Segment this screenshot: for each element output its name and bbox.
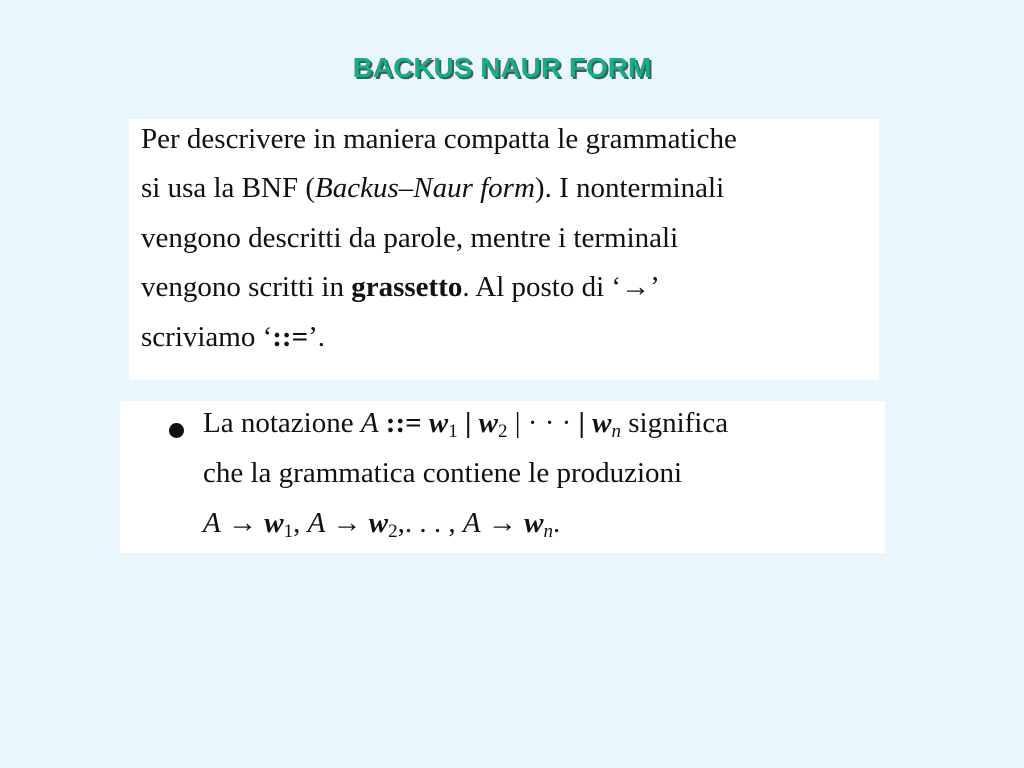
period: .: [552, 507, 561, 539]
text: scriviamo ‘: [141, 321, 273, 353]
definition-line-5: [141, 321, 325, 354]
definition-box: [129, 119, 879, 380]
terminal-w: w: [524, 507, 544, 539]
text: ’.: [308, 321, 326, 353]
bold-term: grassetto: [351, 271, 463, 303]
nonterminal-A: A: [462, 507, 481, 539]
text: vengono scritti in: [141, 271, 352, 303]
bar-symbol: |: [464, 407, 472, 439]
arrow-symbol: →: [487, 507, 517, 539]
comma: ,: [293, 507, 301, 539]
subscript: n: [543, 521, 553, 542]
definition-symbol: ::=: [272, 321, 309, 353]
terminal-w: w: [264, 507, 284, 539]
italic-term: Backus–Naur form: [315, 172, 535, 204]
notation-line-3: [203, 507, 560, 540]
definition-symbol: ::=: [385, 407, 422, 439]
text: ). I nonterminali: [534, 172, 725, 204]
text: che la grammatica contiene le produzioni: [203, 457, 683, 489]
nonterminal-A: A: [360, 407, 379, 439]
bar-symbol: |: [514, 407, 521, 439]
terminal-w: w: [428, 407, 449, 439]
notation-box: [120, 401, 885, 553]
terminal-w: w: [478, 407, 498, 439]
ellipsis: ,. . . ,: [397, 507, 456, 539]
arrow-symbol: →: [332, 507, 362, 539]
text: La notazione: [203, 407, 361, 439]
nonterminal-A: A: [307, 507, 326, 539]
dots: · · ·: [527, 407, 572, 439]
text: si usa la BNF (: [141, 172, 315, 204]
arrow-symbol: →: [227, 507, 257, 539]
subscript: 2: [388, 521, 398, 542]
slide-title: BACKUS NAUR FORM: [352, 52, 652, 83]
arrow-symbol: →: [621, 271, 651, 303]
notation-line-1: [203, 407, 728, 440]
text: . Al posto di ‘: [462, 271, 622, 303]
terminal-w: w: [592, 407, 612, 439]
subscript: 2: [497, 421, 508, 442]
bullet-icon: [169, 423, 184, 438]
terminal-w: w: [368, 507, 389, 539]
text: vengono descritti da parole, mentre i terminali: [141, 222, 679, 254]
nonterminal-A: A: [203, 507, 221, 539]
definition-line-2: [141, 172, 724, 205]
subscript: 1: [448, 421, 458, 442]
text: Per descrivere in maniera compatta le grammatiche: [141, 123, 737, 155]
text: ’: [650, 271, 660, 303]
notation-line-2: [203, 457, 682, 490]
text: significa: [621, 407, 729, 439]
subscript: n: [611, 421, 621, 442]
definition-line-3: [141, 222, 678, 255]
definition-line-1: [141, 123, 737, 156]
bar-symbol: |: [578, 407, 585, 439]
subscript: 1: [283, 521, 294, 542]
definition-line-4: [141, 271, 660, 304]
